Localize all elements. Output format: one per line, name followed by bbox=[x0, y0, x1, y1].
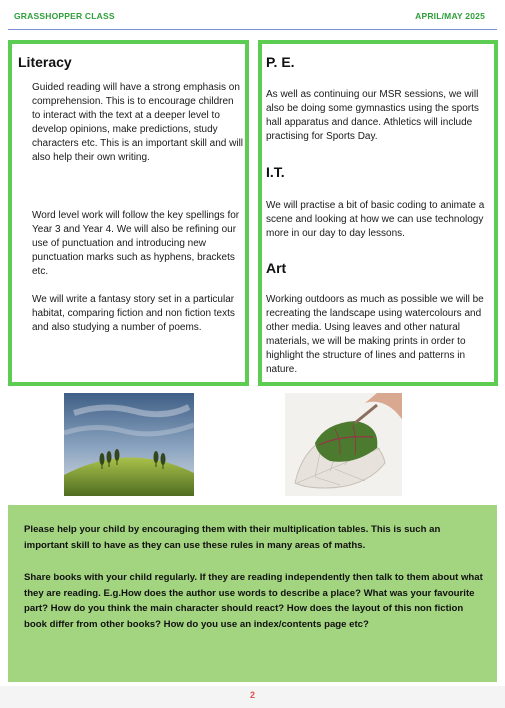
literacy-title: Literacy bbox=[18, 54, 72, 70]
literacy-paragraph: Word level work will follow the key spellings for Year 3 and Year 4. We will also be refining our use of punctuation and introducing new punctuation marks such as hyphens, brackets etc. bbox=[32, 210, 240, 277]
art-title: Art bbox=[266, 260, 287, 276]
parent-help-panel bbox=[8, 505, 497, 682]
subjects-section bbox=[258, 40, 498, 386]
page-number: 2 bbox=[249, 690, 255, 700]
landscape-painting-image bbox=[64, 393, 194, 496]
newsletter-date: APRIL/MAY 2025 bbox=[415, 11, 485, 21]
leaf-print-image bbox=[285, 393, 402, 496]
pe-text: As well as continuing our MSR sessions, we will also be doing some gymnastics using the sports hall apparatus and dance. Athletics will include practising for Sports Day. bbox=[266, 89, 479, 142]
help-text: Share books with your child regularly. If they are reading independently then talk to them about what they are reading. E.g.How does the author use words to describe a place? What was your favourite part? How do you think the main character should react? How does the layout of this non fiction book differ from other books? How do you use an index/contents page etc? bbox=[24, 572, 483, 630]
it-text: We will practise a bit of basic coding to animate a scene and looking at how we can use technology more in our day to day lessons. bbox=[266, 200, 485, 239]
pe-title: P. E. bbox=[266, 54, 295, 70]
literacy-paragraph: Guided reading will have a strong emphasis on comprehension. This is to encourage children to interact with the text at a deeper level to develop opinions, make predictions, study characters etc. This is an important skill and will also help their own writing. bbox=[32, 82, 244, 163]
literacy-paragraph: We will write a fantasy story set in a particular habitat, comparing fiction and non fiction texts and also studying a number of poems. bbox=[32, 294, 235, 333]
header-divider bbox=[8, 29, 497, 30]
class-name: GRASSHOPPER CLASS bbox=[14, 11, 115, 21]
it-title: I.T. bbox=[266, 164, 285, 180]
page-footer bbox=[0, 686, 505, 708]
help-text: Please help your child by encouraging them with their multiplication tables. This is such an important skill to have as they can use these rules in many areas of maths. bbox=[24, 524, 441, 551]
art-text: Working outdoors as much as possible we will be recreating the landscape using watercolours and other media. Using leaves and other natural materials, we will be making prints in order to highlight the structure of lines and patterns in nature. bbox=[266, 294, 484, 375]
literacy-section bbox=[8, 40, 249, 386]
